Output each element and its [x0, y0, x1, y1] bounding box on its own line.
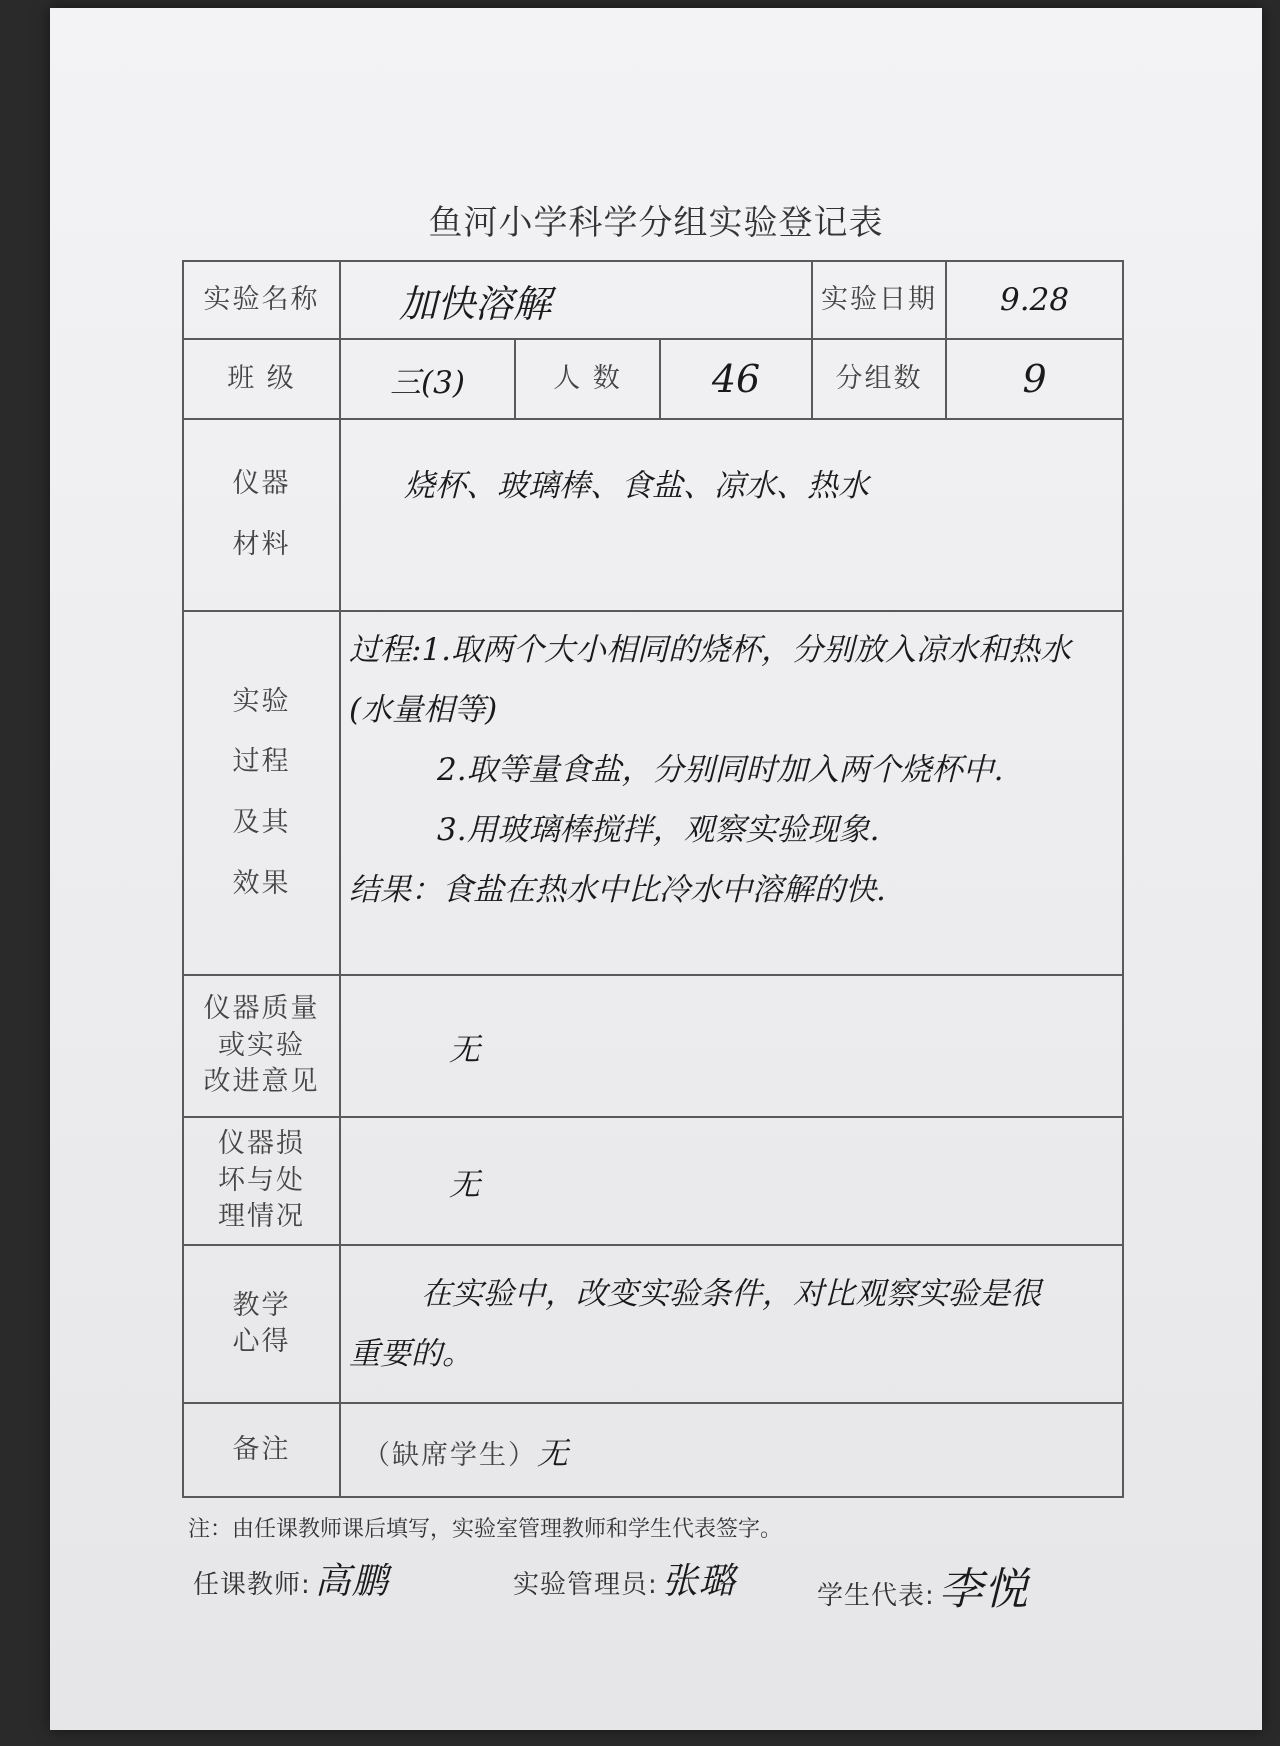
class-text: 三(3) [390, 364, 465, 401]
student-count-label: 人 数 [515, 339, 660, 419]
class-value [340, 339, 515, 419]
damage-text: 无 [449, 1166, 480, 1203]
process-step3: 3.用玻璃棒搅拌，观察实验现象. [437, 812, 880, 848]
experiment-date-text: 9.28 [1000, 282, 1070, 318]
process-step1-cont: (水量相等) [349, 692, 498, 728]
student-count-text: 46 [711, 357, 761, 401]
quality-value [340, 975, 1123, 1117]
paper-sheet [50, 8, 1262, 1730]
process-step1: 过程:1.取两个大小相同的烧杯，分别放入凉水和热水 [349, 632, 1072, 668]
process-value [340, 611, 1123, 975]
row-quality [183, 975, 1123, 1117]
teacher-label: 任课教师: [193, 1570, 311, 1600]
teacher-name: 高鹏 [314, 1561, 389, 1602]
admin-label: 实验管理员: [513, 1570, 658, 1600]
class-label: 班 级 [183, 339, 340, 419]
experiment-name-label: 实验名称 [183, 261, 340, 339]
process-label-line3: 及其 [232, 807, 291, 838]
remarks-prefix: （缺席学生） [363, 1439, 537, 1471]
damage-label [183, 1117, 340, 1245]
materials-label [183, 419, 340, 611]
materials-label-line1: 仪器 [232, 468, 291, 500]
materials-text: 烧杯、玻璃棒、食盐、凉水、热水 [404, 468, 869, 504]
quality-text: 无 [449, 1031, 480, 1068]
damage-label-line1: 仪器损 [218, 1128, 305, 1160]
experiment-date-value [946, 261, 1123, 339]
reflection-label-line1: 教学 [232, 1289, 291, 1321]
remarks-label: 备注 [183, 1403, 340, 1497]
reflection-line2: 重要的。 [349, 1336, 473, 1372]
student-signature [817, 1553, 1029, 1617]
remarks-text: 无 [537, 1435, 568, 1472]
admin-name: 张璐 [661, 1561, 736, 1602]
process-result: 结果：食盐在热水中比冷水中溶解的快. [349, 872, 886, 908]
student-count-value [660, 339, 812, 419]
materials-label-line2: 材料 [232, 529, 291, 560]
experiment-name-value [340, 261, 812, 339]
process-label [183, 611, 340, 975]
group-count-label: 分组数 [812, 339, 946, 419]
damage-label-line2: 坏与处 [218, 1164, 305, 1196]
reflection-label [183, 1245, 340, 1403]
process-label-line1: 实验 [232, 685, 291, 717]
quality-label-line3: 改进意见 [203, 1066, 320, 1098]
reflection-line1: 在实验中，改变实验条件，对比观察实验是很 [421, 1276, 1041, 1312]
process-label-line4: 效果 [232, 867, 291, 899]
group-count-text: 9 [1022, 357, 1047, 401]
remarks-value [340, 1403, 1123, 1497]
quality-label [183, 975, 340, 1117]
process-label-line2: 过程 [232, 746, 291, 778]
row-experiment-name [183, 261, 1123, 339]
experiment-name-text: 加快溶解 [399, 281, 552, 326]
student-name: 李悦 [938, 1564, 1029, 1615]
materials-value [340, 419, 1123, 611]
process-step2: 2.取等量食盐，分别同时加入两个烧杯中. [437, 752, 1004, 788]
row-reflection [183, 1245, 1123, 1403]
form-title: 鱼河小学科学分组实验登记表 [428, 203, 884, 243]
reflection-label-line2: 心得 [232, 1326, 291, 1357]
group-count-value [946, 339, 1123, 419]
quality-label-line1: 仪器质量 [203, 993, 320, 1025]
damage-value [340, 1117, 1123, 1245]
row-remarks [183, 1403, 1123, 1497]
registration-table [182, 260, 1124, 1498]
row-process [183, 611, 1123, 975]
experiment-date-label: 实验日期 [812, 261, 946, 339]
row-class-info [183, 339, 1123, 419]
row-materials [183, 419, 1123, 611]
quality-label-line2: 或实验 [218, 1029, 305, 1061]
teacher-signature [193, 1553, 389, 1604]
row-damage [183, 1117, 1123, 1245]
admin-signature [513, 1553, 736, 1604]
footnote: 注：由任课教师课后填写，实验室管理教师和学生代表签字。 [188, 1517, 783, 1542]
student-label: 学生代表: [817, 1581, 935, 1611]
damage-label-line3: 理情况 [218, 1201, 305, 1233]
reflection-value [340, 1245, 1123, 1403]
